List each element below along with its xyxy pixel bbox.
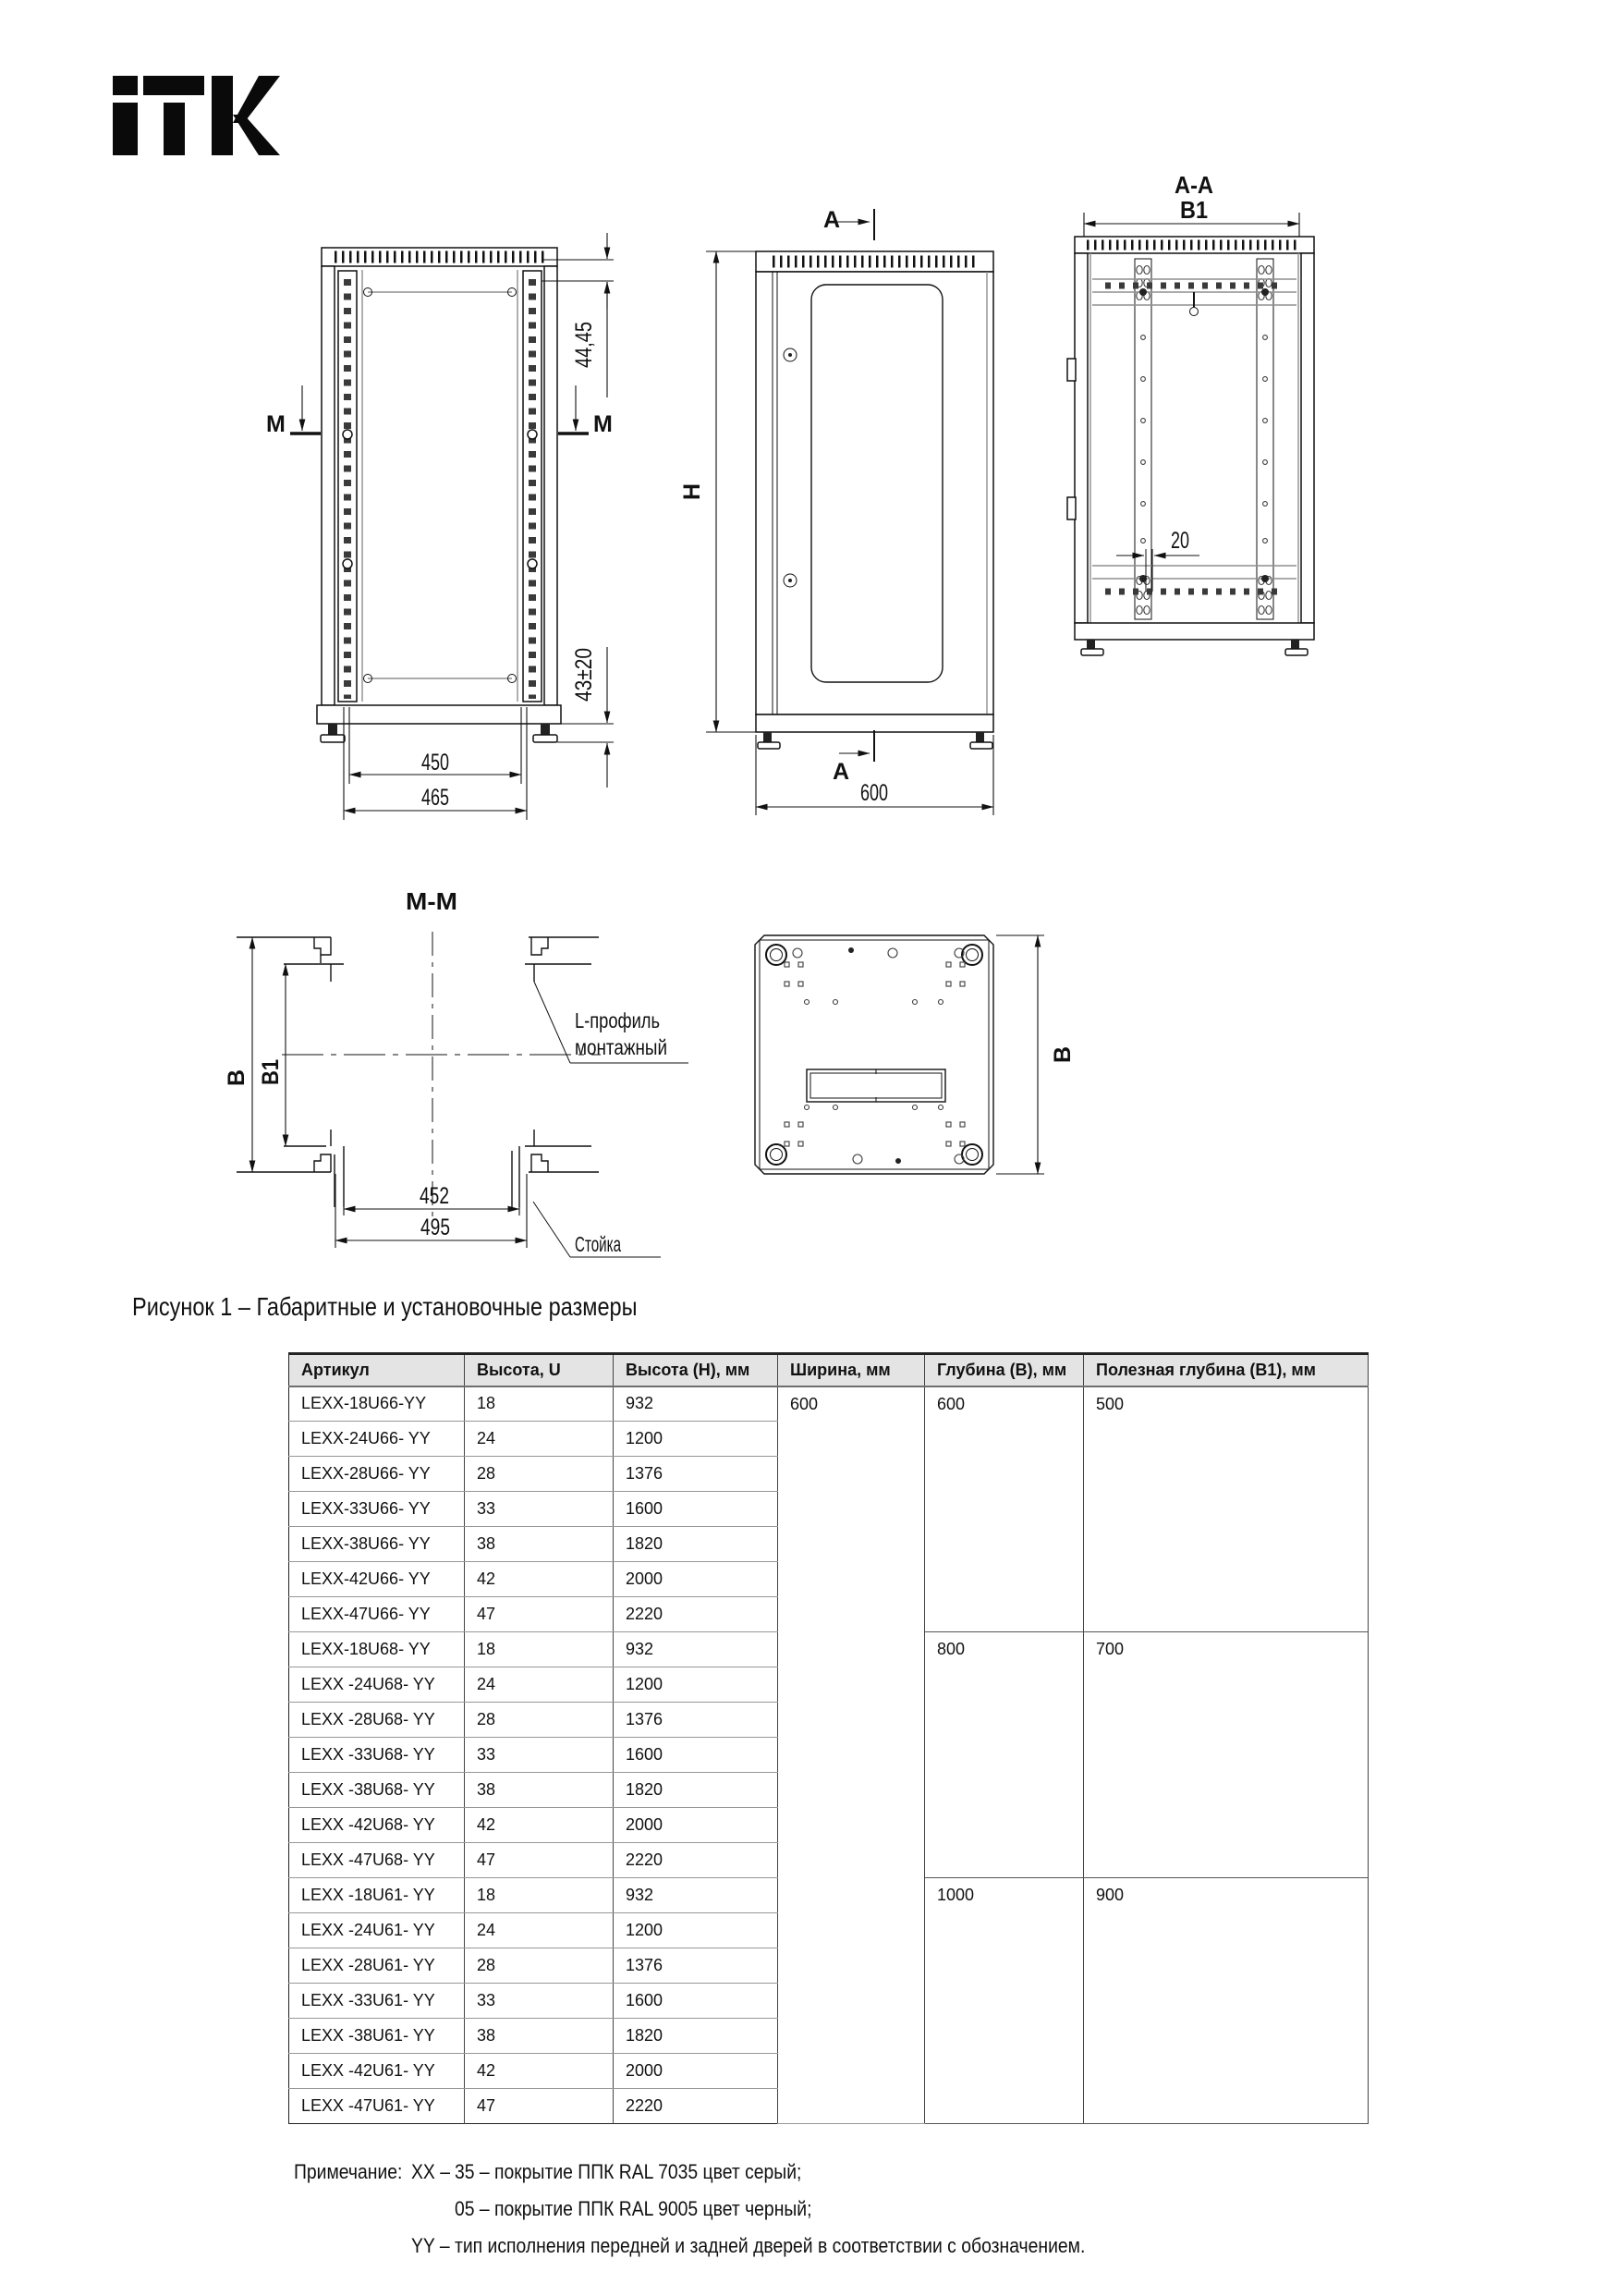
itk-logo-glyphs (113, 76, 280, 155)
table-cell: 1200 (614, 1913, 778, 1948)
table-cell: 42 (465, 1808, 614, 1843)
table-cell: 1820 (614, 1527, 778, 1562)
table-cell: LEXX-28U66- YY (289, 1457, 465, 1492)
table-cell: 33 (465, 1984, 614, 2019)
side-view-drawing (675, 194, 1044, 823)
table-cell: 2000 (614, 1562, 778, 1597)
table-cell: LEXX-24U66- YY (289, 1422, 465, 1457)
dim-450: 450 (421, 750, 449, 776)
section-mm-drawing (213, 883, 767, 1289)
callout-post: Стойка (575, 1232, 622, 1256)
table-cell: LEXX -24U61- YY (289, 1913, 465, 1948)
table-cell: 47 (465, 1597, 614, 1632)
table-cell: 18 (465, 1386, 614, 1422)
table-cell: 700 (1084, 1632, 1369, 1878)
bottom-plate (755, 935, 993, 1174)
table-cell: 600 (925, 1386, 1084, 1632)
table-cell: LEXX-18U66-YY (289, 1386, 465, 1422)
note-xx-line1: 35 – покрытие ППК RAL 7035 цвет серый; (455, 2160, 802, 2183)
table-cell: LEXX -47U68- YY (289, 1843, 465, 1878)
figure-caption: Рисунок 1 – Габаритные и установочные размеры (132, 1292, 638, 1321)
table-row (289, 1386, 1369, 1422)
table-cell: 28 (465, 1457, 614, 1492)
dim-600: 600 (860, 780, 888, 806)
table-cell: 38 (465, 1527, 614, 1562)
table-cell: 2220 (614, 1843, 778, 1878)
dim-495: 495 (420, 1215, 450, 1240)
table-cell: LEXX-42U66- YY (289, 1562, 465, 1597)
table-cell: 47 (465, 1843, 614, 1878)
table-cell: LEXX-18U68- YY (289, 1632, 465, 1667)
note-xx-line2: 05 – покрытие ППК RAL 9005 цвет черный; (455, 2197, 812, 2220)
dim-h-label: H (679, 482, 705, 501)
table-cell: 47 (465, 2089, 614, 2124)
section-a-label-bottom: A (833, 759, 850, 785)
table-cell: 42 (465, 1562, 614, 1597)
table-cell: 1200 (614, 1422, 778, 1457)
aa-front-door-section (1075, 253, 1088, 623)
bottom-view-drawing (739, 915, 1090, 1192)
table-cell: 1376 (614, 1457, 778, 1492)
dim-465: 465 (421, 785, 449, 811)
table-cell: 932 (614, 1632, 778, 1667)
note-label: Примечание: (294, 2160, 403, 2183)
table-cell: 1600 (614, 1492, 778, 1527)
side-body (756, 272, 993, 714)
table-header-row (289, 1354, 1369, 1386)
header-depth: Глубина (B), мм (925, 1354, 1084, 1386)
table-cell: 1376 (614, 1703, 778, 1738)
front-view-drawing (240, 213, 647, 832)
table-cell: 2220 (614, 1597, 778, 1632)
section-aa-drawing (1053, 171, 1451, 666)
table-cell: 24 (465, 1422, 614, 1457)
table-cell: LEXX -28U68- YY (289, 1703, 465, 1738)
table-cell: LEXX -42U61- YY (289, 2054, 465, 2089)
table-cell: 600 (778, 1386, 925, 2124)
section-m-label-left: M (266, 411, 286, 437)
table-cell: 1000 (925, 1878, 1084, 2124)
table-cell: 42 (465, 2054, 614, 2089)
table-cell: 932 (614, 1878, 778, 1913)
table-cell: 33 (465, 1492, 614, 1527)
callout-l-profile-line2: монтажный (575, 1035, 667, 1059)
dim-foot-height: 43±20 (571, 637, 597, 702)
section-b1-label: B1 (1180, 196, 1208, 224)
front-left-wall (322, 266, 335, 705)
table-cell: 900 (1084, 1878, 1369, 2124)
table-cell: 18 (465, 1632, 614, 1667)
table-cell: 33 (465, 1738, 614, 1773)
section-aa-title: A-A (1175, 171, 1214, 199)
table-cell: LEXX -33U61- YY (289, 1984, 465, 2019)
dim-452: 452 (420, 1183, 449, 1209)
aa-rear-panel-section (1301, 253, 1314, 623)
header-height-mm: Высота (H), мм (614, 1354, 778, 1386)
note-xx-prefix: XX – (411, 2160, 450, 2183)
side-plinth (756, 714, 993, 732)
header-useful-depth: Полезная глубина (B1), мм (1084, 1354, 1369, 1386)
table-cell: 932 (614, 1386, 778, 1422)
table-cell: 24 (465, 1667, 614, 1703)
table-cell: 2000 (614, 2054, 778, 2089)
section-a-label-top: A (823, 207, 841, 233)
table-cell: LEXX-47U66- YY (289, 1597, 465, 1632)
size-table-body (289, 1386, 1369, 2124)
table-cell: 2220 (614, 2089, 778, 2124)
table-cell: LEXX -38U61- YY (289, 2019, 465, 2054)
table-cell: 1600 (614, 1738, 778, 1773)
table-cell: 2000 (614, 1808, 778, 1843)
section-mm-title: M-M (406, 887, 457, 915)
table-cell: 1376 (614, 1948, 778, 1984)
table-cell: 38 (465, 2019, 614, 2054)
table-cell: 500 (1084, 1386, 1369, 1632)
front-right-wall (544, 266, 557, 705)
table-cell: LEXX -33U68- YY (289, 1738, 465, 1773)
section-m-label-right: M (593, 411, 613, 437)
table-cell: LEXX -28U61- YY (289, 1948, 465, 1984)
dim-unit-pitch: 44,45 (571, 310, 597, 368)
aa-base (1075, 623, 1314, 640)
table-cell: 38 (465, 1773, 614, 1808)
table-cell: LEXX-33U66- YY (289, 1492, 465, 1527)
dim-b-label-bottom: B (1050, 1045, 1076, 1064)
dimensions-table (288, 1352, 1369, 2124)
itk-logo (113, 76, 281, 155)
table-cell: 1200 (614, 1667, 778, 1703)
table-cell: LEXX -38U68- YY (289, 1773, 465, 1808)
table-cell: 1600 (614, 1984, 778, 2019)
table-cell: LEXX -18U61- YY (289, 1878, 465, 1913)
dim-b-label: B (224, 1069, 250, 1087)
table-cell: 28 (465, 1948, 614, 1984)
table-cell: LEXX -24U68- YY (289, 1667, 465, 1703)
table-cell: 1820 (614, 2019, 778, 2054)
front-plinth (317, 705, 561, 724)
table-cell: LEXX -47U61- YY (289, 2089, 465, 2124)
table-cell: 800 (925, 1632, 1084, 1878)
table-cell: 1820 (614, 1773, 778, 1808)
dim-b1-label: B1 (258, 1056, 284, 1085)
table-cell: 18 (465, 1878, 614, 1913)
note-yy-line: YY – тип исполнения передней и задней дверей в соответствии с обозначением. (411, 2234, 1086, 2257)
table-cell: 28 (465, 1703, 614, 1738)
callout-l-profile-line1: L-профиль (575, 1008, 661, 1032)
table-cell: LEXX -42U68- YY (289, 1808, 465, 1843)
header-article: Артикул (289, 1354, 465, 1386)
table-cell: 24 (465, 1913, 614, 1948)
dim-20: 20 (1171, 528, 1189, 554)
header-width: Ширина, мм (778, 1354, 925, 1386)
header-height-u: Высота, U (465, 1354, 614, 1386)
bottom-cable-slot (807, 1069, 945, 1102)
table-cell: LEXX-38U66- YY (289, 1527, 465, 1562)
